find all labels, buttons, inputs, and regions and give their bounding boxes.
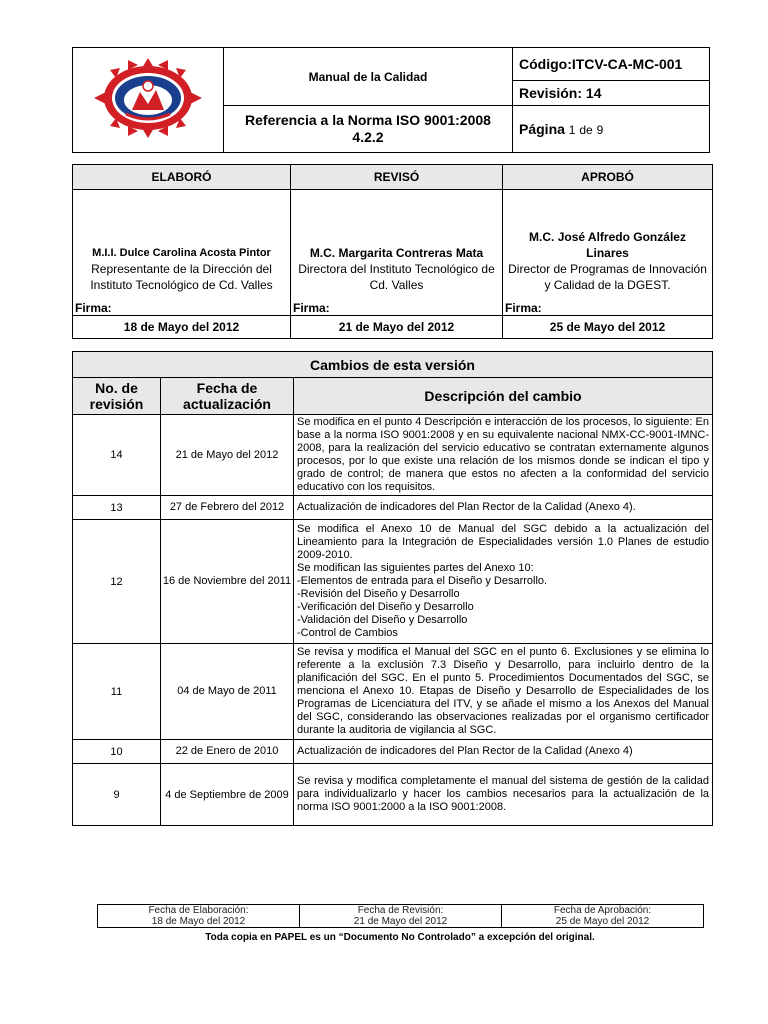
revision-number-cell: 12 xyxy=(73,520,161,644)
footer-revision xyxy=(300,905,502,928)
footer-dates-table xyxy=(97,904,704,928)
col-reviso: REVISÓ xyxy=(291,165,503,190)
norm-reference xyxy=(224,106,513,153)
update-date-cell: 22 de Enero de 2010 xyxy=(161,740,294,764)
changes-title: Cambios de esta versión xyxy=(73,352,713,378)
footer-elaboration-label: Fecha de Elaboración: xyxy=(148,905,249,916)
change-description-cell: Se modifica el Anexo 10 de Manual del SGC debido a la actualización del Lineamiento para la Integración de Especialidades versión 1.0 Planes de estudio 2009-2010. Se modifican las siguientes partes del Anexo 10: -Elementos de entrada para el Diseño y Desarrollo. -Revisión del Diseño y Desarrollo -Verificación del Diseño y Desarrollo -Validación del Diseño y Desarrollo -Control de Cambios xyxy=(294,520,713,644)
revision-number: Revisión: 14 xyxy=(513,81,710,106)
footer-approval-label: Fecha de Aprobación: xyxy=(553,905,652,916)
signer-elaboro xyxy=(73,190,291,302)
page-total: 9 xyxy=(596,123,604,137)
page-label: Página xyxy=(519,121,565,137)
table-row xyxy=(73,644,713,740)
table-row xyxy=(73,415,713,496)
update-date-cell: 04 de Mayo de 2011 xyxy=(161,644,294,740)
footer-approval-date: 25 de Mayo del 2012 xyxy=(555,916,650,927)
page-number: 1 xyxy=(568,123,576,137)
revision-number-cell: 10 xyxy=(73,740,161,764)
document-header xyxy=(72,47,710,153)
footer-revision-date: 21 de Mayo del 2012 xyxy=(353,916,448,927)
uncontrolled-copy-disclaimer: Toda copia en PAPEL es un “Documento No Controlado” a excepción del original. xyxy=(205,932,595,943)
change-description-cell: Se modifica en el punto 4 Descripción e interacción de los procesos, lo siguiente: En base a la norma ISO 9001:2008 y en su equivalente nacional NMX-CC-9001-IMNC-2008, para la realización del servicio educativo se contratan externamente algunos procesos, por lo que existe una relación de los mismos donde se indican el tipo y grado de control; de manera que estos no afecten a la conformidad del servicio educativo con los requisitos. xyxy=(294,415,713,496)
col-elaboro: ELABORÓ xyxy=(73,165,291,190)
changes-table xyxy=(72,351,713,826)
change-description-cell: Actualización de indicadores del Plan Rector de la Calidad (Anexo 4) xyxy=(294,740,713,764)
signer-name: M.I.I. Dulce Carolina Acosta Pintor xyxy=(92,247,271,259)
update-date-cell: 27 de Febrero del 2012 xyxy=(161,496,294,520)
signer-name: M.C. Margarita Contreras Mata xyxy=(309,246,484,260)
col-update-date: Fecha de actualización xyxy=(161,378,294,415)
table-row xyxy=(73,764,713,826)
update-date-cell: 16 de Noviembre del 2011 xyxy=(161,520,294,644)
table-row xyxy=(73,740,713,764)
signer-role: Representante de la Dirección del Instituto Tecnológico de Cd. Valles xyxy=(90,262,273,292)
norm-reference-line2: 4.2.2 xyxy=(352,129,384,145)
change-description-cell: Se revisa y modifica el Manual del SGC en el punto 6. Exclusiones y se elimina lo referente a la exclusión 7.3 Diseño y Desarrollo, para incluirlo dentro de la planificación del SGC. En el punto 5. Procedimientos Documentados del SGC, se menciona el Anexo 10. Etapas de Diseño y Desarrollo de Especialidades de los Programas de Licenciatura del ITV, y se añade el mismo a los Anexos del Manual del SGC, considerando las observaciones realizadas por el organismo certificador durante la auditoria de vigilancia al SGC. xyxy=(294,644,713,740)
manual-title: Manual de la Calidad xyxy=(224,48,513,106)
signature-date: 18 de Mayo del 2012 xyxy=(73,316,291,339)
firma-label: Firma: xyxy=(503,301,713,316)
document-code: Código:ITCV-CA-MC-001 xyxy=(513,48,710,81)
change-description-cell: Se revisa y modifica completamente el manual del sistema de gestión de la calidad para individualizarlo y hacer los cambios necesarios para la actualización de la norma ISO 9001:2000 a la ISO 9001:2008. xyxy=(294,764,713,826)
col-change-description: Descripción del cambio xyxy=(294,378,713,415)
update-date-cell: 21 de Mayo del 2012 xyxy=(161,415,294,496)
table-row xyxy=(73,520,713,644)
signature-date: 21 de Mayo del 2012 xyxy=(291,316,503,339)
footer-revision-label: Fecha de Revisión: xyxy=(357,905,444,916)
page-indicator xyxy=(513,106,710,153)
signature-date: 25 de Mayo del 2012 xyxy=(503,316,713,339)
logo-cell xyxy=(73,48,224,153)
institution-logo-icon xyxy=(90,57,206,139)
page-of: de xyxy=(579,123,593,137)
revision-number-cell: 9 xyxy=(73,764,161,826)
col-revision-number: No. de revisión xyxy=(73,378,161,415)
footer-approval xyxy=(502,905,704,928)
firma-label: Firma: xyxy=(291,301,503,316)
table-row xyxy=(73,496,713,520)
col-aprobo: APROBÓ xyxy=(503,165,713,190)
signer-name: M.C. José Alfredo González Linares xyxy=(529,230,686,260)
footer-elaboration xyxy=(98,905,300,928)
change-description-cell: Actualización de indicadores del Plan Rector de la Calidad (Anexo 4). xyxy=(294,496,713,520)
footer-elaboration-date: 18 de Mayo del 2012 xyxy=(151,916,246,927)
signature-table xyxy=(72,164,713,339)
signer-role: Director de Programas de Innovación y Calidad de la DGEST. xyxy=(508,262,707,292)
firma-label: Firma: xyxy=(73,301,291,316)
norm-reference-line1: Referencia a la Norma ISO 9001:2008 xyxy=(245,112,491,128)
signer-aprobo xyxy=(503,190,713,302)
revision-number-cell: 13 xyxy=(73,496,161,520)
signer-role: Directora del Instituto Tecnológico de Cd. Valles xyxy=(298,262,495,292)
signer-reviso xyxy=(291,190,503,302)
update-date-cell: 4 de Septiembre de 2009 xyxy=(161,764,294,826)
revision-number-cell: 11 xyxy=(73,644,161,740)
revision-number-cell: 14 xyxy=(73,415,161,496)
